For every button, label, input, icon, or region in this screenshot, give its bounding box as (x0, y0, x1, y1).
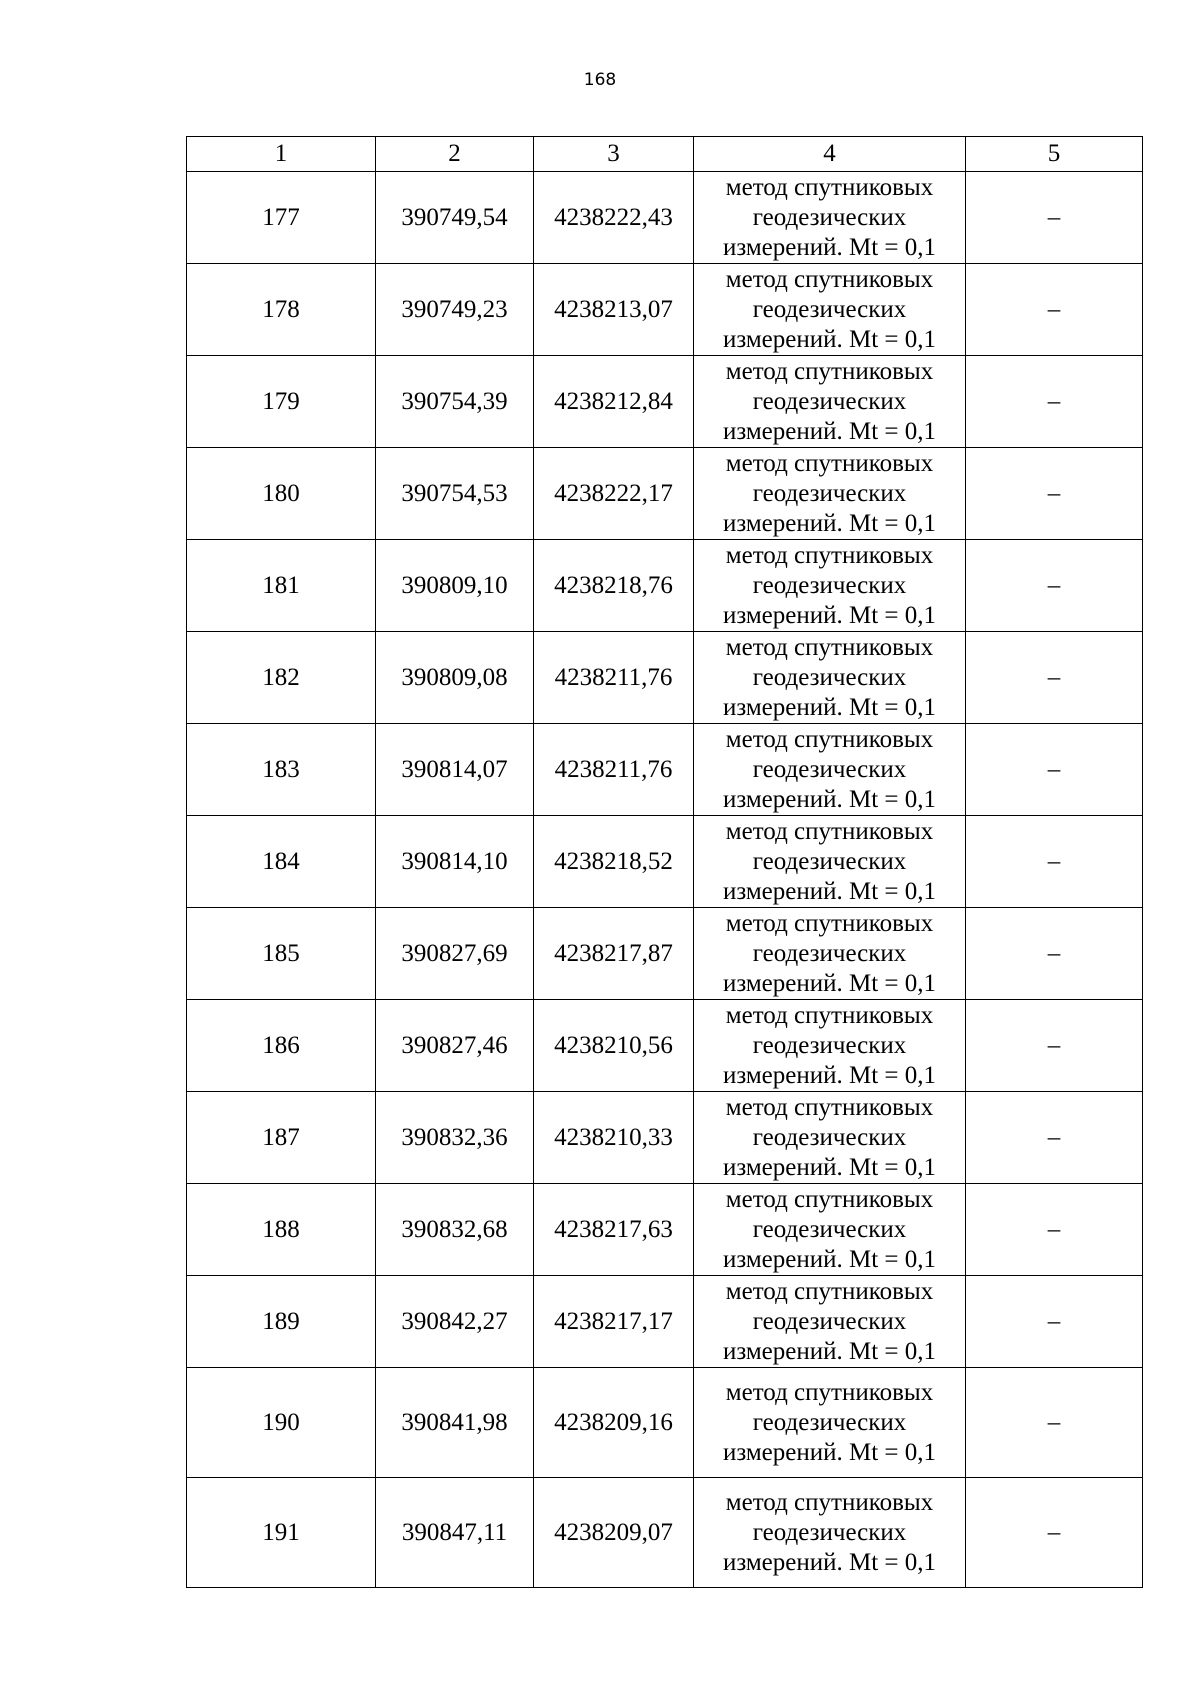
method-line-2: геодезических (752, 1031, 907, 1059)
table-row (187, 632, 1143, 724)
cell-x-coordinate: 390754,53 (376, 448, 534, 540)
method-line-1: метод спутниковых (725, 1185, 934, 1213)
header-col-1: 1 (187, 137, 376, 172)
cell-y-coordinate: 4238217,17 (534, 1276, 694, 1368)
method-line-3: измерений. Mt = 0,1 (722, 1548, 937, 1576)
cell-col5-dash: – (966, 1368, 1143, 1478)
cell-point-number: 185 (187, 908, 376, 1000)
table-row (187, 724, 1143, 816)
method-line-1: метод спутниковых (725, 1488, 934, 1516)
cell-point-number: 189 (187, 1276, 376, 1368)
cell-point-number: 177 (187, 172, 376, 264)
cell-point-number: 183 (187, 724, 376, 816)
method-line-2: геодезических (752, 939, 907, 967)
method-line-2: геодезических (752, 1307, 907, 1335)
method-line-3: измерений. Mt = 0,1 (722, 877, 937, 905)
method-line-2: геодезических (752, 571, 907, 599)
cell-y-coordinate: 4238212,84 (534, 356, 694, 448)
header-col-5: 5 (966, 137, 1143, 172)
method-line-1: метод спутниковых (725, 265, 934, 293)
method-line-3: измерений. Mt = 0,1 (722, 693, 937, 721)
cell-col5-dash: – (966, 632, 1143, 724)
cell-method (694, 356, 966, 448)
method-line-1: метод спутниковых (725, 1001, 934, 1029)
cell-x-coordinate: 390749,23 (376, 264, 534, 356)
cell-x-coordinate: 390832,68 (376, 1184, 534, 1276)
cell-col5-dash: – (966, 448, 1143, 540)
cell-col5-dash: – (966, 1478, 1143, 1588)
cell-y-coordinate: 4238222,17 (534, 448, 694, 540)
table-row (187, 1478, 1143, 1588)
cell-point-number: 191 (187, 1478, 376, 1588)
cell-x-coordinate: 390841,98 (376, 1368, 534, 1478)
cell-col5-dash: – (966, 540, 1143, 632)
cell-method (694, 540, 966, 632)
cell-col5-dash: – (966, 172, 1143, 264)
method-line-2: геодезических (752, 1215, 907, 1243)
cell-col5-dash: – (966, 724, 1143, 816)
cell-y-coordinate: 4238222,43 (534, 172, 694, 264)
method-line-3: измерений. Mt = 0,1 (722, 233, 937, 261)
method-line-3: измерений. Mt = 0,1 (722, 1061, 937, 1089)
method-line-1: метод спутниковых (725, 1378, 934, 1406)
method-line-2: геодезических (752, 847, 907, 875)
cell-x-coordinate: 390809,10 (376, 540, 534, 632)
cell-y-coordinate: 4238218,76 (534, 540, 694, 632)
table-header-row (187, 137, 1143, 172)
cell-x-coordinate: 390827,46 (376, 1000, 534, 1092)
coordinates-table (186, 136, 1143, 1588)
method-line-3: измерений. Mt = 0,1 (722, 969, 937, 997)
cell-method (694, 1276, 966, 1368)
cell-col5-dash: – (966, 1000, 1143, 1092)
cell-method (694, 908, 966, 1000)
cell-method (694, 632, 966, 724)
header-col-4: 4 (694, 137, 966, 172)
method-line-2: геодезических (752, 203, 907, 231)
table-row (187, 908, 1143, 1000)
table-row (187, 816, 1143, 908)
table-row (187, 356, 1143, 448)
cell-y-coordinate: 4238209,07 (534, 1478, 694, 1588)
method-line-3: измерений. Mt = 0,1 (722, 325, 937, 353)
cell-y-coordinate: 4238211,76 (534, 632, 694, 724)
cell-point-number: 188 (187, 1184, 376, 1276)
table-row (187, 1276, 1143, 1368)
method-line-3: измерений. Mt = 0,1 (722, 1438, 937, 1466)
cell-col5-dash: – (966, 908, 1143, 1000)
cell-x-coordinate: 390814,10 (376, 816, 534, 908)
method-line-3: измерений. Mt = 0,1 (722, 1153, 937, 1181)
cell-col5-dash: – (966, 356, 1143, 448)
page-number: 168 (583, 70, 617, 90)
cell-col5-dash: – (966, 1276, 1143, 1368)
cell-method (694, 1368, 966, 1478)
method-line-1: метод спутниковых (725, 633, 934, 661)
table-row (187, 264, 1143, 356)
method-line-2: геодезических (752, 663, 907, 691)
method-line-2: геодезических (752, 1518, 907, 1546)
cell-point-number: 184 (187, 816, 376, 908)
cell-x-coordinate: 390749,54 (376, 172, 534, 264)
cell-point-number: 190 (187, 1368, 376, 1478)
cell-col5-dash: – (966, 816, 1143, 908)
cell-method (694, 448, 966, 540)
cell-method (694, 264, 966, 356)
cell-method (694, 724, 966, 816)
method-line-3: измерений. Mt = 0,1 (722, 509, 937, 537)
method-line-1: метод спутниковых (725, 357, 934, 385)
cell-x-coordinate: 390832,36 (376, 1092, 534, 1184)
method-line-2: геодезических (752, 295, 907, 323)
method-line-3: измерений. Mt = 0,1 (722, 601, 937, 629)
method-line-1: метод спутниковых (725, 541, 934, 569)
cell-x-coordinate: 390814,07 (376, 724, 534, 816)
cell-point-number: 179 (187, 356, 376, 448)
table-row (187, 540, 1143, 632)
table-row (187, 1000, 1143, 1092)
method-line-2: геодезических (752, 755, 907, 783)
method-line-3: измерений. Mt = 0,1 (722, 1245, 937, 1273)
cell-point-number: 181 (187, 540, 376, 632)
method-line-1: метод спутниковых (725, 725, 934, 753)
method-line-3: измерений. Mt = 0,1 (722, 785, 937, 813)
cell-x-coordinate: 390809,08 (376, 632, 534, 724)
method-line-1: метод спутниковых (725, 817, 934, 845)
method-line-1: метод спутниковых (725, 449, 934, 477)
cell-point-number: 182 (187, 632, 376, 724)
table-row (187, 1184, 1143, 1276)
cell-y-coordinate: 4238217,63 (534, 1184, 694, 1276)
table-row (187, 1092, 1143, 1184)
cell-y-coordinate: 4238218,52 (534, 816, 694, 908)
table-row (187, 172, 1143, 264)
table-body (187, 172, 1143, 1588)
header-col-2: 2 (376, 137, 534, 172)
method-line-2: геодезических (752, 1123, 907, 1151)
method-line-3: измерений. Mt = 0,1 (722, 417, 937, 445)
method-line-2: геодезических (752, 479, 907, 507)
cell-y-coordinate: 4238209,16 (534, 1368, 694, 1478)
cell-method (694, 1478, 966, 1588)
cell-x-coordinate: 390827,69 (376, 908, 534, 1000)
cell-method (694, 1092, 966, 1184)
cell-x-coordinate: 390847,11 (376, 1478, 534, 1588)
cell-col5-dash: – (966, 1184, 1143, 1276)
cell-x-coordinate: 390842,27 (376, 1276, 534, 1368)
method-line-3: измерений. Mt = 0,1 (722, 1337, 937, 1365)
cell-y-coordinate: 4238210,56 (534, 1000, 694, 1092)
method-line-1: метод спутниковых (725, 173, 934, 201)
cell-x-coordinate: 390754,39 (376, 356, 534, 448)
cell-point-number: 180 (187, 448, 376, 540)
method-line-1: метод спутниковых (725, 909, 934, 937)
cell-method (694, 816, 966, 908)
cell-col5-dash: – (966, 1092, 1143, 1184)
table-row (187, 1368, 1143, 1478)
cell-point-number: 178 (187, 264, 376, 356)
method-line-1: метод спутниковых (725, 1277, 934, 1305)
method-line-1: метод спутниковых (725, 1093, 934, 1121)
method-line-2: геодезических (752, 387, 907, 415)
table-row (187, 448, 1143, 540)
cell-y-coordinate: 4238217,87 (534, 908, 694, 1000)
cell-point-number: 187 (187, 1092, 376, 1184)
cell-point-number: 186 (187, 1000, 376, 1092)
cell-method (694, 172, 966, 264)
cell-y-coordinate: 4238213,07 (534, 264, 694, 356)
cell-method (694, 1000, 966, 1092)
header-col-3: 3 (534, 137, 694, 172)
method-line-2: геодезических (752, 1408, 907, 1436)
cell-col5-dash: – (966, 264, 1143, 356)
cell-method (694, 1184, 966, 1276)
cell-y-coordinate: 4238210,33 (534, 1092, 694, 1184)
cell-y-coordinate: 4238211,76 (534, 724, 694, 816)
